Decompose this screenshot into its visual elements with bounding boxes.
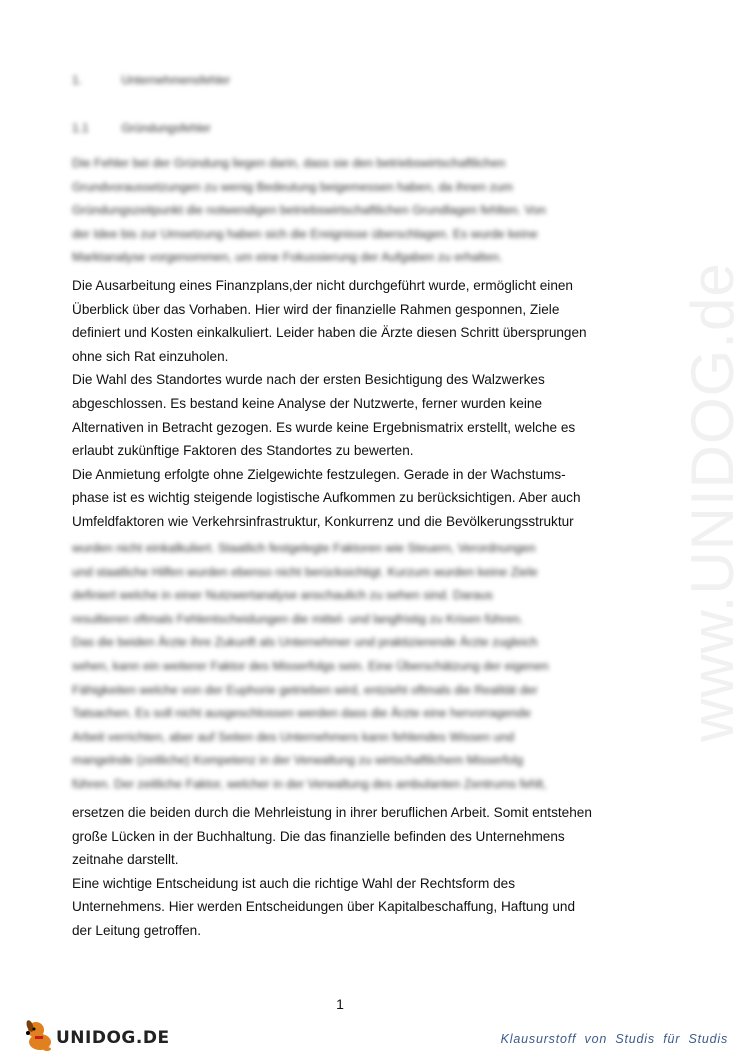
text-line: definiert und Kosten einkalkuliert. Leider haben die Ärzte diesen Schritt übersprungen [72,325,587,341]
text-line: ersetzen die beiden durch die Mehrleistung in ihrer beruflichen Arbeit. Somit entstehen [72,805,592,820]
visible-paragraph-b [72,801,612,943]
text-line: Die Ausarbeitung eines Finanzplans,der nicht durchgeführt wurde, ermöglicht einen [72,278,573,293]
text-line: der Idee bis zur Umsetzung haben sich die Ereignisse überschlagen. Es wurde keine [72,226,538,241]
text-line: definiert welche in einer Nutzwertanalyse anschaulich zu sehen sind. Daraus [72,588,493,603]
text-line: phase ist es wichtig steigende logistische Aufkommen zu berücksichtigen. Aber auch [72,490,581,506]
blurred-paragraph-top [72,152,612,270]
text-line: Umfeldfaktoren wie Verkehrsinfrastruktur, Konkurrenz und die Bevölkerungsstruktur [72,513,574,529]
text-line: sehen, kann ein weiterer Faktor des Misserfolgs sein. Eine Überschätzung der eigenen [72,658,549,673]
text-line: große Lücken in der Buchhaltung. Die das finanzielle befinden des Unternehmens [72,828,565,844]
text-line: und staatliche Hilfen wurden ebenso nicht berücksichtigt. Kurzum wurden keine Ziele [72,564,538,579]
text-line: Fähigkeiten welche von der Euphorie getrieben wird, entzieht oftmals die Realität der [72,682,538,697]
visible-paragraph-a [72,274,612,534]
text-line: resultieren oftmals Fehlentscheidungen die mittel- und langfristig zu Krisen führen. [72,611,524,626]
text-line: erlaubt zukünftige Faktoren des Standortes zu bewerten. [72,443,414,459]
text-line: abgeschlossen. Es bestand keine Analyse der Nutzwerte, ferner wurden keine [72,395,543,411]
blurred-paragraph-middle [72,537,612,797]
text-line: Überblick über das Vorhaben. Hier wird der finanzielle Rahmen gesponnen, Ziele [72,301,560,317]
text-line: Arbeit verrichten, aber auf Seiten des Unternehmers kann fehlendes Wissen und [72,729,515,744]
text-line: Gründungszeitpunkt die notwendigen betriebswirtschaftlichen Grundlagen fehlten. Von [72,203,546,218]
text-line: Die Anmietung erfolgte ohne Zielgewichte festzulegen. Gerade in der Wachstums- [72,466,566,482]
text-line: Die Fehler bei der Gründung liegen darin, dass sie den betriebswirtschaftlichen [72,156,506,170]
section-heading-1-1 [72,121,211,135]
text-line: Marktanalyse vorgenommen, um eine Fokussierung der Aufgaben zu erhalten. [72,250,503,265]
section-title: Unternehmensfehler [121,73,231,87]
text-line: mangelnde (zeitliche) Kompetenz in der Verwaltung zu wirtschaftlichem Misserfolg [72,753,524,768]
logo-wordmark: UNIDOG.DE [56,1028,170,1048]
text-line: ohne sich Rat einzuholen. [72,348,229,364]
text-line: führen. Der zeitliche Faktor, welcher in der Verwaltung des ambulanten Zentrums fehlt, [72,776,547,791]
text-line: Grundvoraussetzungen zu wenig Bedeutung beigemessen haben, da ihnen zum [72,179,513,194]
section-heading-1 [72,73,230,87]
text-line: zeitnahe darstellt. [72,852,179,868]
footer-tagline: Klausurstoff von Studis für Studis [500,1032,728,1046]
text-line: Eine wichtige Entscheidung ist auch die richtige Wahl der Rechtsform des [72,875,516,891]
section-title: Gründungsfehler [121,121,211,135]
unidog-logo[interactable] [22,1014,182,1054]
page-number: 1 [336,996,344,1012]
section-number: 1. [72,73,83,87]
text-line: Alternativen in Betracht gezogen. Es wurde keine Ergebnismatrix erstellt, welche es [72,419,576,435]
text-line: Unternehmens. Hier werden Entscheidungen über Kapitalbeschaffung, Haftung und [72,899,576,915]
text-line: wurden nicht einkalkuliert. Staatlich festgelegte Faktoren wie Steuern, Verordnungen [72,541,536,555]
text-line: der Leitung getroffen. [72,922,201,938]
text-line: Tatsachen. Es soll nicht ausgeschlossen werden dass die Ärzte eine hervorragende [72,706,531,721]
section-number: 1.1 [72,121,89,135]
text-line: Das die beiden Ärzte ihre Zukunft als Unternehmer und praktizierende Ärzte zugleich [72,635,538,650]
text-line: Die Wahl des Standortes wurde nach der ersten Besichtigung des Walzwerkes [72,372,545,388]
watermark-text: www.UNIDOG.de [679,262,746,742]
